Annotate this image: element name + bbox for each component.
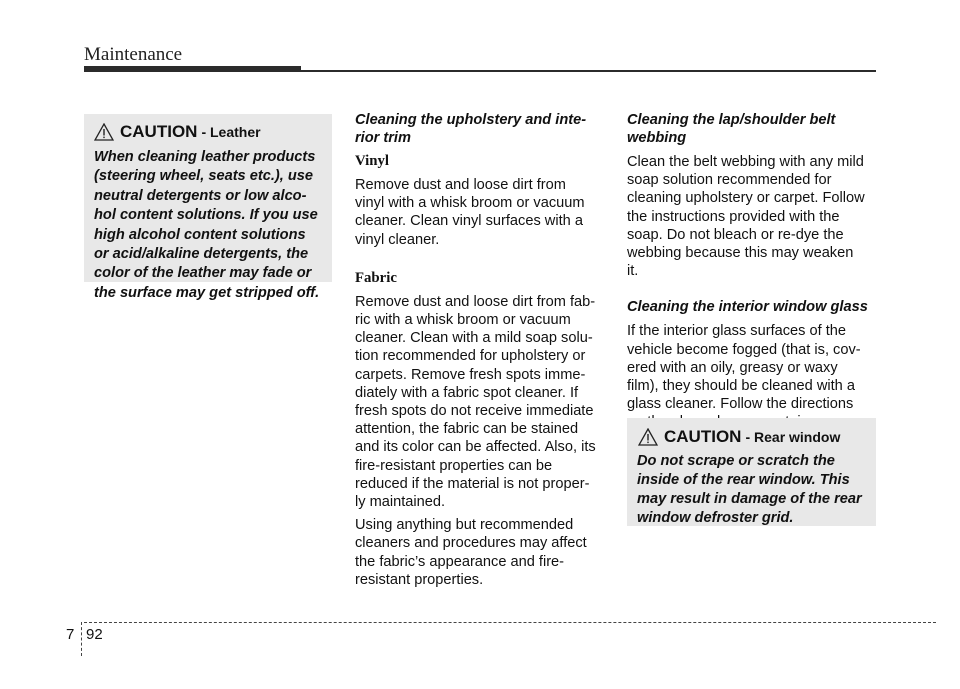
caution-label: CAUTION (664, 427, 742, 446)
caution-text (94, 148, 324, 303)
caution-box-rear-window (627, 418, 876, 526)
section-heading-upholstery: Cleaning the upholstery and inte- rior trim (355, 112, 587, 146)
text-line: hol content solutions. If you use (94, 207, 318, 224)
text-line: When cleaning leather products (94, 149, 316, 165)
paragraph-recommend: Using anything but recommended cleaners and procedures may affect the fabric’s appearance and fire- resistant properties. (355, 517, 587, 588)
text-line: or acid/alkaline detergents, the (94, 246, 309, 263)
warning-triangle-icon (638, 428, 658, 446)
paragraph-belt: Clean the belt webbing with any mild soap solution recommended for cleaning upholstery or carpet. Follow the instructions provided with the soap. Do not bleach or re-dye the webbing because this may weaken it. (627, 154, 865, 280)
footer-rule (84, 622, 936, 623)
subheading-vinyl: Vinyl (355, 153, 389, 169)
warning-triangle-icon (94, 123, 114, 141)
paragraph-fabric: Remove dust and loose dirt from fab- ric with a whisk broom or vacuum cleaner. Clean with a mild soap solu- tion recommended for upholstery or carpets. Remove fresh spots imme- diately with a fabric spot cleaner. If fresh spots do not receive immediate attention, the fabric can be stained and its color can be affected. Also, its fire-resistant properties can be reduced if the material is not proper- ly maintained. (355, 293, 596, 511)
text-line: (steering wheel, seats etc.), use (94, 168, 313, 185)
section-heading-belt: Cleaning the lap/shoulder belt webbing (627, 112, 836, 146)
section-heading-glass: Cleaning the interior window glass (627, 299, 868, 316)
paragraph-glass: If the interior glass surfaces of the vehicle become fogged (that is, cov- ered with an oily, greasy or waxy film), they should be cleaned with a glass cleaner. Follow the directions (627, 323, 861, 413)
column-belt-glass (627, 111, 876, 432)
caution-header (637, 427, 868, 447)
text-line: high alcohol content solutions (94, 226, 306, 243)
caution-label: CAUTION (120, 122, 198, 141)
caution-box-leather (84, 114, 332, 301)
footer-divider (81, 622, 82, 656)
header-rule-thin (301, 70, 876, 72)
text-line: color of the leather may fade or (94, 265, 312, 282)
caution-subtitle: - Rear window (745, 429, 841, 445)
caution-subtitle: - Leather (201, 124, 261, 140)
chapter-number: 7 (66, 626, 75, 643)
caution-header (94, 122, 324, 142)
subheading-fabric: Fabric (355, 269, 397, 286)
text-line: the surface may get stripped off. (94, 284, 320, 301)
column-upholstery (355, 111, 604, 589)
page-number: 92 (86, 626, 103, 643)
caution-text: Do not scrape or scratch the inside of the rear window. This may result in damage of the rear window defroster grid. (637, 453, 862, 526)
paragraph-vinyl: Remove dust and loose dirt from vinyl with a whisk broom or vacuum cleaner. Clean vinyl surfaces with a vinyl cleaner. (355, 177, 585, 248)
header-rule-thick (84, 66, 301, 72)
page-header-title: Maintenance (84, 44, 183, 65)
text-line: neutral detergents or low alco- (94, 187, 307, 204)
